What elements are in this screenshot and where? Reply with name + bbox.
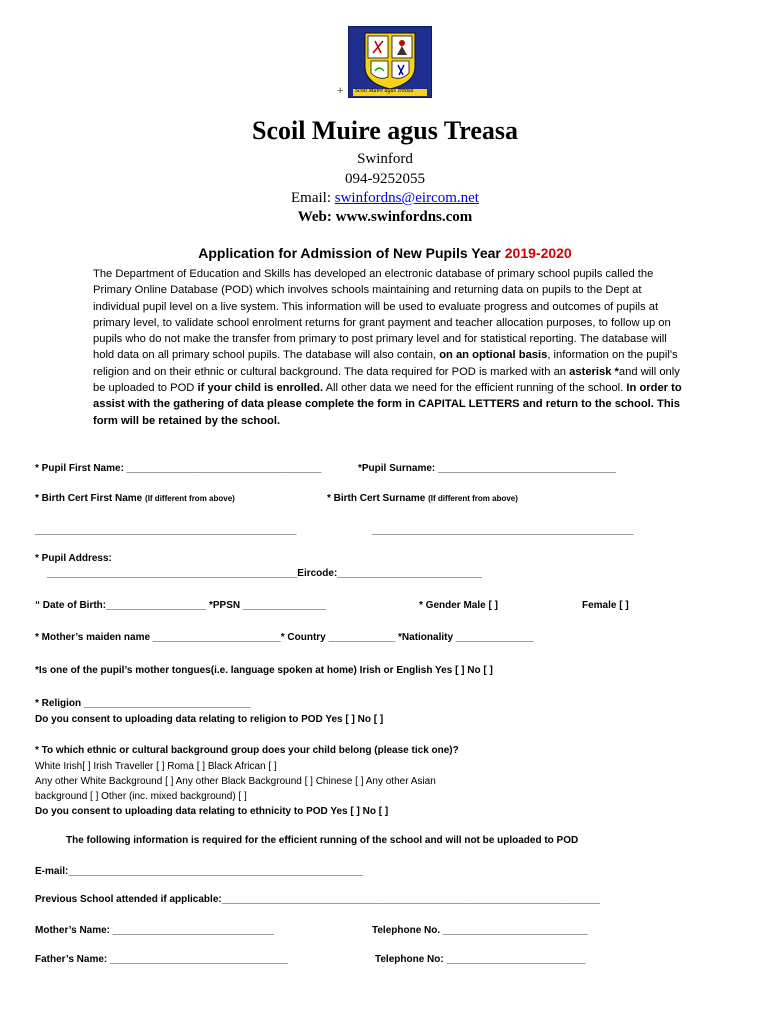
- father-telephone-field[interactable]: Telephone No: _________________________: [375, 954, 586, 965]
- ethnicity-consent[interactable]: Do you consent to uploading data relating to ethnicity to POD Yes [ ] No [ ]: [35, 806, 389, 817]
- mother-name-field[interactable]: Mother’s Name: _____________________________: [35, 925, 275, 936]
- intro-p1: The Department of Education and Skills has developed an electronic database of primary school pupils called the Primary Online Database (POD) which involves schools maintaining and returning data on pupils to the Dept at individual pupil level on a live system. This information will be used to evaluate progress and outcomes of pupils at primary level, to validate school enrolment returns for grant payment and teacher allocation purposes, to follow up on pupils who do not make the transfer from primary to post primary level and for statistical reporting. The database will hold data on all primary school pupils. The database will also contain,: [93, 268, 671, 362]
- school-phone: 094-9252055: [345, 171, 425, 187]
- previous-school-field[interactable]: Previous School attended if applicable:____________________________________________________________________: [35, 894, 600, 905]
- religion-consent[interactable]: Do you consent to uploading data relating to religion to POD Yes [ ] No [ ]: [35, 714, 384, 725]
- bc-first-note: (If different from above): [145, 494, 235, 503]
- crest-shield-icon: [349, 27, 431, 97]
- email-field[interactable]: E-mail:_____________________________________________________: [35, 866, 364, 877]
- intro-paragraph: [93, 266, 683, 429]
- bc-surname-note: (If different from above): [428, 494, 518, 503]
- intro-if-enrolled: if your child is enrolled.: [197, 382, 324, 395]
- pupil-address-eircode-field[interactable]: _____________________________________________Eircode:__________________________: [47, 568, 482, 579]
- application-heading: [0, 245, 770, 261]
- crest-banner-text: Scoil Muire agus Treasa: [355, 88, 414, 94]
- birth-cert-surname-label: [327, 493, 518, 504]
- pupil-surname-field[interactable]: *Pupil Surname: ________________________________: [358, 463, 616, 474]
- ethnic-options-row2[interactable]: Any other White Background [ ] Any other Black Background [ ] Chinese [ ] Any other Asian: [35, 776, 436, 787]
- intro-optional: on an optional basis: [439, 349, 548, 362]
- gender-male-checkbox[interactable]: * Gender Male [ ]: [419, 600, 498, 611]
- intro-p5: In order to assist with the gathering of data please complete the form in CAPITAL LETTERS and return to the school. This form will be retained by the school.: [93, 382, 682, 427]
- ethnic-question: * To which ethnic or cultural background group does your child belong (please tick one)?: [35, 745, 459, 756]
- email-label: Email:: [291, 190, 332, 206]
- school-town: Swinford: [357, 151, 413, 167]
- heading-text: Application for Admission of New Pupils Year: [198, 245, 501, 261]
- birth-cert-surname-field[interactable]: _______________________________________________: [372, 525, 634, 536]
- intro-p4: All other data we need for the efficient running of the school.: [325, 382, 624, 395]
- intro-p2: , information on the pupil's religion and on their ethnic or cultural background. The data required for POD is marked with an: [93, 349, 678, 378]
- mother-tongue-question[interactable]: *Is one of the pupil’s mother tongues(i.e. language spoken at home) Irish or English Yes [ ] No [ ]: [35, 665, 493, 676]
- pupil-address-label: * Pupil Address:: [35, 553, 112, 564]
- bc-first-label: * Birth Cert First Name: [35, 493, 143, 504]
- father-name-field[interactable]: Father’s Name: ________________________________: [35, 954, 288, 965]
- dob-ppsn-field[interactable]: “ Date of Birth:__________________ *PPSN _______________: [35, 600, 327, 611]
- school-email-link[interactable]: swinfordns@eircom.net: [334, 190, 479, 206]
- intro-p3: and will only be uploaded to POD: [93, 365, 680, 395]
- school-name-title: Scoil Muire agus Treasa: [251, 116, 519, 145]
- intro-asterisk: asterisk *: [569, 365, 619, 378]
- mother-telephone-field[interactable]: Telephone No. __________________________: [372, 925, 588, 936]
- school-email-line: [0, 190, 770, 207]
- religion-field[interactable]: * Religion ______________________________: [35, 698, 251, 709]
- gender-female-checkbox[interactable]: Female [ ]: [582, 600, 629, 611]
- ethnic-options-row1[interactable]: White Irish[ ] Irish Traveller [ ] Roma [ ] Black African [ ]: [35, 761, 277, 772]
- maiden-country-nationality-field[interactable]: * Mother’s maiden name _______________________* Country ____________ *Nationality ______________: [35, 632, 534, 643]
- school-website: Web: www.swinfordns.com: [297, 209, 473, 225]
- birth-cert-first-name-label: [35, 493, 235, 504]
- bc-surname-label: * Birth Cert Surname: [327, 493, 426, 504]
- non-pod-notice: The following information is required for the efficient running of the school and will not be uploaded to POD: [66, 835, 579, 846]
- pupil-first-name-field[interactable]: * Pupil First Name: ___________________________________: [35, 463, 322, 474]
- plus-mark: +: [337, 85, 344, 97]
- heading-year: 2019-2020: [504, 245, 572, 261]
- ethnic-options-row3[interactable]: background [ ] Other (inc. mixed background) [ ]: [35, 791, 247, 802]
- birth-cert-first-name-field[interactable]: _______________________________________________: [35, 525, 297, 536]
- school-crest-logo: [348, 26, 432, 98]
